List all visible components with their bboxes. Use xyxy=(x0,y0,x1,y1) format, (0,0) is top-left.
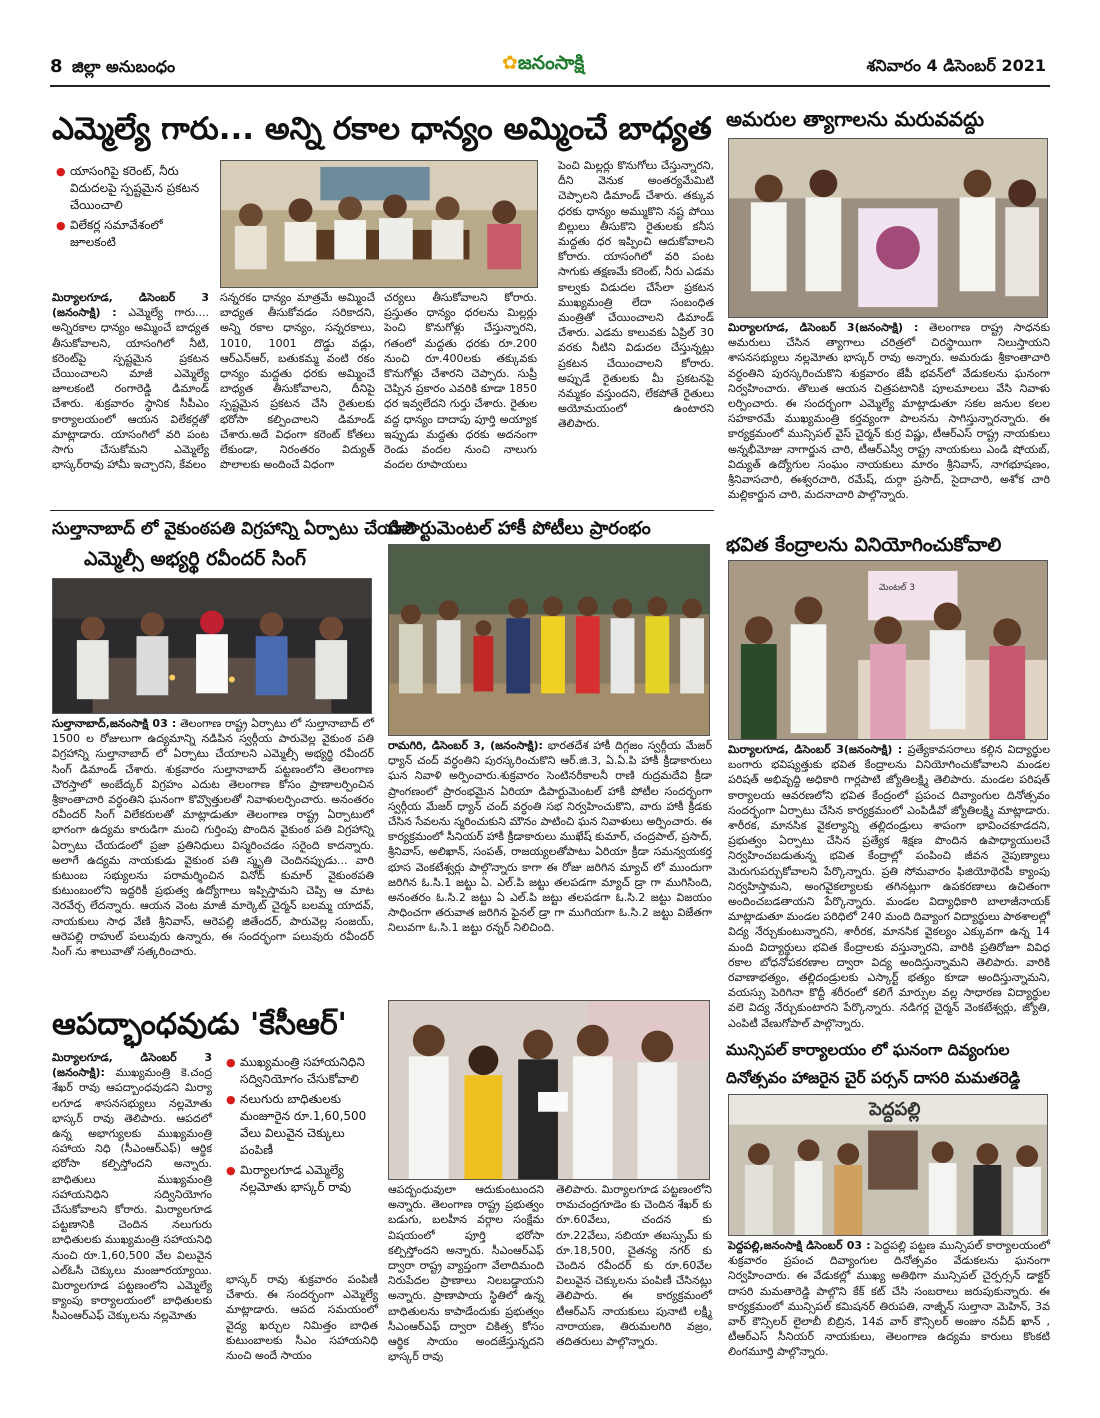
highlights-list xyxy=(226,1054,376,1196)
article1-col3: చర్యలు తీసుకోవాలని కోరారు. ప్రస్తుతం ధాన్యం ధరలను మిల్లర్లు పెంచి కొనుగోళ్లు చేస్తున్నారని, గతంలో మద్దతు ధరకు రూ.200 నుంచి రూ.400లకు తక్కువకు కొనుగోళ్లు చేశారని చెప్పారు. సుప్రీ చెప్పిన ప్రకారం ఎవరికి కూడా 1850 ధర ఇవ్వలేదని గుర్తు చేశారు. రైతుల వద్ద ధాన్యం దాదాపు పూర్తి అయ్యాక ఇప్పుడు మద్దతు ధరకు అదనంగా రెండు వందల నుంచి నాలుగు వందల రూపాయలు xyxy=(384,291,537,472)
logo-leaf-icon: ✿ xyxy=(502,52,518,74)
masthead-logo: ✿జనంసాక్షి xyxy=(502,52,585,74)
article1-col2: సన్నరకం ధాన్యం మాత్రమే అమ్మించే బాధ్యత తీసుకోవడం సరికాదని, అన్ని రకాల ధాన్యం, సన్నరకాలు, 1010, 1001 దొడ్డు వడ్లు, ఆర్ఎన్ఆర్, బతుకమ్మ వంటి రకం ధాన్యం మద్దతు ధరకు అమ్మించే బాధ్యత తీసుకోవాలని, దీనిపై స్పష్టమైన ప్రకటన చేసి రైతులకు భరోసా కల్పించాలని డిమాండ్ చేశారు.అదే విధంగా కరెంట్ కోతలు లేకుండా, నిరంతరం విద్యుత్ పొలాలకు అందించే విధంగా xyxy=(220,291,375,472)
photo-press-meet xyxy=(220,160,538,288)
photo-hockey-team xyxy=(388,544,710,736)
highlights-list xyxy=(56,163,210,251)
article2-headline: అమరుల త్యాగాలను మరువవద్దు xyxy=(726,107,985,131)
issue-date: శనివారం 4 డిసెంబర్ 2021 xyxy=(866,56,1046,75)
article7-body: పెద్దపల్లి,జనంసాక్షి డిసెంబర్ 03 : పెద్దపల్లి పట్టణ మున్సిపల్ కార్యాలయంలో శుక్రవారం ప్రపంచ దివ్యాంగుల దినోత్సవం వేడుకలను ఘనంగా నిర్వహించారు. ఈ వేడుకల్లో ముఖ్య అతిథిగా మున్సిపల్ చైర్పర్సన్ డాక్టర్ దాసరి మమతారెడ్డి పాల్గొని కేక్ కట్ చేసి సంబరాలు జరుపుకున్నారు. ఈ కార్యక్రమంలో మున్సిపల్ కమిషనర్ తిరుపతి, నాజ్నీన్ సుల్తానా మెహిన్, 3వ వార్ కౌన్సిలర్ లైలాబీ బిబ్రిన, 14వ వార్ కౌన్సిలర్ అంజుం నవీద్ ఖాన్ , టీఆర్ఎస్ సీనియర్ నాయకులు, తెలంగాణ ఉద్యమ కారులు కొంకటి లింగమూర్తి పాల్గొన్నారు. xyxy=(728,1239,1050,1359)
article6-dateline: మిర్యాలగూడ, డిసెంబర్ 3 (జనంసాక్షి): xyxy=(52,1051,212,1080)
article6-headline: ఆపద్భాంధవుడు 'కేసీఆర్' xyxy=(52,1007,347,1042)
photo-tribute xyxy=(728,138,1048,318)
photo-candle-tribute xyxy=(52,578,372,714)
article7-headline1: మున్సిపల్ కార్యాలయం లో ఘనంగా దివ్యంగుల xyxy=(726,1041,1010,1059)
highlight-item: ● విలేకర్ల సమావేశంలో జూలకంటి xyxy=(56,217,210,251)
page-header xyxy=(50,52,1050,84)
article1-col4: పెంచి మిల్లర్లు కొనుగోలు చేస్తున్నారని, దీని వెనుక అంతర్యమేమిటి చెప్పాలని డిమాండ్ చేశారు. తక్కువ ధరకు ధాన్యం అమ్ముకొని నష్ట పోయి బిల్లులు తీసుకొని రైతులకు కనీస మద్దతు ధర ఇప్పించి ఆదుకోవాలని కోరారు. యాసంగిలో వరి పంట సాగుకు తక్షణమే కరెంట్, నీరు ఎడమ కాల్వకు విడుదల చేసేలా ప్రకటన ముఖ్యమంత్రి లేదా సంబంధిత మంత్రితో చేయించాలని డిమాండ్ చేశారు. ఎడమ కాలువకు ఏప్రిల్ 30 వరకు నీటిని విడుదల చేస్తున్నట్లు ప్రకటన చేయించాలని కోరారు. అప్పుడే రైతులకు మీ ప్రకటనపై నమ్మకం వస్తుందని, లేకపోతే రైతులు అయోమయంలో ఉంటారని తెలిపారు. xyxy=(558,159,714,431)
highlight-item: ● నలుగురు బాధితులకు మంజూరైన రూ.1,60,500 వేలు విలువైన చెక్కులు పంపిణీ xyxy=(226,1091,376,1159)
page-number: 8 xyxy=(50,56,63,77)
article6-col1: మిర్యాలగూడ, డిసెంబర్ 3 (జనంసాక్షి): ముఖ్యమంత్రి కె.చంద్ర శేఖర్ రావు ఆపద్బాంధవుడని మిర్యా లగూడ శాసనసభ్యులు నల్లమోతు భాస్కర్ రావు తెలిపారు. ఆపదలో ఉన్న అభాగ్యులకు ముఖ్యమంత్రి సహాయ నిధి (సీఎంఆర్ఎఫ్) ఆర్థిక భరోసా కల్పిస్తోందని అన్నారు. బాధితులు ముఖ్యమంత్రి సహాయనిధిని సద్వినియోగం చేసుకోవాలని కోరారు. మిర్యాలగూడ పట్టణానికి చెందిన నలుగురు బాధితులకు ముఖ్యమంత్రి సహాయనిధి నుంచి రూ.1,60,500 వేల విలువైన ఎల్ఓసీ చెక్కులు మంజూరయ్యాయి. మిర్యాలగూడ పట్టణంలోని ఎమ్మెల్యే క్యాంపు కార్యాలయంలో బాధితులకు సీఎంఆర్ఎఫ్ చెక్కులను నల్లమోతు xyxy=(52,1051,212,1323)
highlight-item: ● ముఖ్యమంత్రి సహాయనిధిని సద్వినియోగం చేసుకోవాలి xyxy=(226,1054,376,1088)
article1-highlights xyxy=(56,163,210,291)
article7-headline2: దినోత్సవం హాజరైన చైర్ పర్సన్ దాసరి మమతరెడ్డి xyxy=(726,1069,1021,1087)
article1-headline: ఎమ్మెల్యే గారు... అన్ని రకాల ధాన్యం అమ్మించే బాధ్యత xyxy=(52,111,712,147)
article6-col3: ఆపద్బంధువులా ఆదుకుంటుందని అన్నారు. తెలంగాణ రాష్ట్ర ప్రభుత్వం బడుగు, బలహీన వర్గాల సంక్షేమ విషయంలో పూర్తి భరోసా కల్పిస్తోందని అన్నారు. సీఎంఆర్ఎఫ్ ద్వారా రాష్ట్ర వ్యాప్తంగా వేలాదిమంది నిరుపేదల ప్రాణాలు నిలబడ్డాయని అన్నారు. ప్రాణాపాయ స్థితిలో ఉన్న బాధితులను కాపాడేందుకు ప్రభుత్వం సీఎంఆర్ఎఫ్ ద్వారా చికిత్స కోసం ఆర్థిక సాయం అందజేస్తున్నదని భాస్కర్ రావు xyxy=(388,1183,544,1364)
article5-dateline: మిర్యాలగూడ, డిసెంబర్ 3(జనంసాక్షి) : xyxy=(728,743,903,756)
banner-text: మెంటల్ 3 xyxy=(879,583,916,593)
article3-body: సుల్తానాబాద్,జనంసాక్షి 03 : తెలంగాణ రాష్ట్ర ఏర్పాటు లో సుల్తానాబాద్ లో 1500 ల రోజులుగా ఉద్యమాన్ని నడిపిన స్వర్గీయ పారువెల్ల వైకుంఠ పతి విగ్రహాన్ని సుల్తానాబాద్ లో ఏర్పాటు చేయాలని ఎమ్మెల్సీ అభ్యర్థి రవీందర్ సింగ్ డిమాండ్ చేశారు. శుక్రవారం సుల్తానాబాద్ పట్టణంలోని తెలంగాణ చౌరస్తాలో అంబేద్కర్ విగ్రహం ఎదుట తెలంగాణ కోసం ప్రాణాలర్పించిన శ్రీకాంతాచారి వర్ధంతిని ఘనంగా కొవ్వొత్తులతో నివాళులర్పించారు. అనంతరం రవీందర్ సింగ్ విలేకరులతో మాట్లాడుతూ తెలంగాణ రాష్ట్ర ఏర్పాటులో భాగంగా ఉద్యమ కారుడిగా మంచి గుర్తింపు పొందిన వైకుంఠ పతి విగ్రహాన్ని ఏర్పాటు చేయడంలో ప్రజా ప్రతినిధులు విస్మరించడం సరైంది కాదన్నారు. అలాగే ఉద్యమ నాయకుడు వైకుంఠ పతి స్మృతి చెందినప్పుడు... వారి కుటుంబ సభ్యులను పరామర్శించిన వినోద్ కుమార్ వైకుంఠపతి కుటుంబంలోని ఇద్దరికీ ప్రభుత్వ ఉద్యోగాలు ఇప్పిస్తామని చెప్పి ఆ మాట నెరవేర్చ లేదన్నారు. ఆయన వెంట మాజీ మార్కెట్ చైర్మన్ బలమ్మ యాదవ్, నాయకులు సాధ వేణి శ్రీనివాస్, ఆరెపల్లి జితేందర్, పారువెల్ల సంజయ్, ఆరెపల్లి రాహుల్ పలువురు ఉన్నారు, ఈ సందర్భంగా పలువురు రవీందర్ సింగ్ ను శాలువాతో సత్కరించారు. xyxy=(52,717,374,959)
article3-headline1: సుల్తానాబాద్ లో వైకుంఠపతి విగ్రహాన్ని ఏర్పాటు చేయాలి xyxy=(52,519,417,539)
article6-col4: తెలిపారు. మిర్యాలగూడ పట్టణంలోని రామచంద్రగూడెం కు చెందిన శేఖర్ కు రూ.60వేలు, చందన కు రూ.22వేలు, సబియా తబస్సుమ్ కు రూ.18,500, చైతన్య నగర్ కు చెందిన రవీందర్ కు రూ.60వేల విలువైన చెక్కులను పంపిణీ చేసినట్లు తెలిపారు. ఈ కార్యక్రమంలో టీఆర్ఎస్ నాయకులు పునాటి లక్ష్మీ నారాయణ, తిరుమలగిరి వజ్రం, తదితరులు పాల్గొన్నారు. xyxy=(556,1183,712,1349)
highlight-item: ● మిర్యాలగూడ ఎమ్మెల్యే నల్లమోతు భాస్కర్ రావు xyxy=(226,1162,376,1196)
highlight-item: ● యాసంగిపై కరెంట్, నీరు విదుదలపై స్పష్టమైన ప్రకటన చేయించాలి xyxy=(56,163,210,214)
divider xyxy=(50,510,714,511)
article4-body: రామగిరి, డిసెంబర్ 3, (జనంసాక్షి): భారతదేశ హాకీ దిగ్గజం స్వర్గీయ మేజర్ ధ్యాన్ చంద్ వర్ధంతిని పురస్కరించుకొని ఆర్.జి.3, ఏ.ఏ.పి హాకీ క్రీడాకారులు ఘన నివాళి అర్పించారు.శుక్రవారం సెంటినరీకాలనీ రాణి రుద్రమదేవి క్రీడా ప్రాంగణంలో ప్రారంభమైన ఏరియా డిపార్టుమెంటల్ హాకీ పోటీల సందర్భంగా స్వర్గీయ మేజర్ ధ్యాన్ చంద్ వర్ధంతి సభ నిర్వహించుకొని, వారు హాకీ క్రీడకు చేసిన సేవలను స్మరించుకుని మౌనం పాటించి ఘన నివాళులు అర్పించారు. ఈ కార్యక్రమంలో సీనియర్ హాకీ క్రీడాకారులు ముఖేష్ కుమార్, చంద్రపాల్, ప్రసాద్, శ్రీనివాస్, అలిఖాన్, సంపత్, రాజయ్యలతోపాటు ఏరియా క్రీడా సమన్వయకర్త భూస వెంకటేశ్వర్లు పాల్గొన్నారు కాగా ఈ రోజు జరిగిన మ్యాచ్ లో ముందుగా జరిగిన ఓ.సి.1 జట్టు ఏ. ఎల్.పి జట్టు తలపడగా మ్యాచ్ డ్రా గా ముగిసింది, అనంతరం ఓ.సి.2 జట్టు ఏ ఎల్.పి జట్టు తలపడగా ఓ.సి.2 జట్టు విజయం సాధించగా తరువాత జరిగిన ఫైనల్ డ్రా గా ముగియగా ఓ.సి.2 జట్టు విజేతగా నిలువగా ఓ.సి.1 జట్టు రన్నర్ నిలిచింది. xyxy=(388,739,712,935)
article3-headline2: ఎమ్మెల్సీ అభ్యర్థి రవీందర్ సింగ్ xyxy=(84,548,306,570)
header-rule xyxy=(50,85,1050,87)
article1-col1: మిర్యాలగూడ, డిసెంబర్ 3 (జనంసాక్షి) : ఎమ్మెల్యే గారు.... అన్నిరకాల ధాన్యం అమ్మించే బాధ్యత తీసుకోవాలని, యాసంగిలో నీటి, కరెంట్‌పై స్పష్టమైన ప్రకటన చేయించాలని మాజీ ఎమ్మెల్యే జూలకంటి రంగారెడ్డి డిమాండ్ చేశారు. శుక్రవారం స్థానిక సీపీఎం కార్యాలయంలో ఆయన విలేకర్లతో మాట్లాడారు. యాసంగిలో వరి పంట సాగు చేసుకోమని ఎమ్మెల్యే భాస్కర్‌రావు హామీ ఇచ్చారని, కేవలం xyxy=(52,291,209,472)
article6-highlights xyxy=(226,1054,376,1268)
article2-body: మిర్యాలగూడ, డిసెంబర్ 3(జనంసాక్షి) : తెలంగాణ రాష్ట్ర సాధనకు అమరులు చేసిన త్యాగాలు చరిత్రలో చిరస్థాయిగా నిలుస్తాయని శాసనసభ్యులు నల్లమోతు భాస్కర్ రావు అన్నారు. అమరుడు శ్రీకాంతాచారి వర్ధంతిని పురస్కరించుకొని శుక్రవారం జేపీ భవన్‌లో వేడుకలను ఘనంగా నిర్వహించారు. తొలుత ఆయన చిత్రపటానికి పూలమాలలు వేసి నివాళు లర్పించారు. ఈ సందర్భంగా ఎమ్మెల్యే మాట్లాడుతూ సకల జనుల కలల సహకారమే ముఖ్యమంత్రి కర్తవ్యంగా పాలనను సాగిస్తున్నారన్నారు. ఈ కార్యక్రమంలో మున్సిపల్ వైస్ చైర్మన్ కుర్ర విష్ణు, టీఆర్ఎస్ రాష్ట్ర నాయకులు అన్నభీమోజు నాగార్జున చారి, టీఆర్ఎస్వీ రాష్ట్ర నాయకులు ఎండి షోయబ్, విద్యుత్ ఉద్యోగుల సంఘం నాయకులు మారం శ్రీనివాస్, నాగభూషణం, శ్రీనివాసచారి, ఈశ్వరచారి, రమేష్, దుర్గా ప్రసాద్, సైదాచారి, అశోక చారి మల్లికార్జున చారి, మదనాచారి పాల్గొన్నారు. xyxy=(728,321,1051,502)
article2-dateline: మిర్యాలగూడ, డిసెంబర్ 3(జనంసాక్షి) : xyxy=(728,321,919,334)
article6-col2: భాస్కర్ రావు శుక్రవారం పంపిణీ చేశారు. ఈ సందర్భంగా ఎమ్మెల్యే మాట్లాడారు. ఆపద సమయంలో వైద్య ఖర్చుల నిమిత్తం బాధిత కుటుంబాలకు సీఎం సహాయనిధి నుంచి అందే సాయం xyxy=(226,1273,378,1363)
article4-dateline: రామగిరి, డిసెంబర్ 3, (జనంసాక్షి): xyxy=(388,739,543,752)
banner-text: పెద్దపల్లి xyxy=(869,1099,921,1120)
article1-dateline: మిర్యాలగూడ, డిసెంబర్ 3 (జనంసాక్షి) : xyxy=(52,291,209,320)
article7-dateline: పెద్దపల్లి,జనంసాక్షి డిసెంబర్ 03 : xyxy=(728,1239,871,1252)
article3-dateline: సుల్తానాబాద్,జనంసాక్షి 03 : xyxy=(52,717,177,730)
section-name: జిల్లా అనుబంధం xyxy=(72,57,176,76)
article5-headline: భవిత కేంద్రాలను వినియోగించుకోవాలి xyxy=(726,534,1002,556)
photo-cmrf-cheques xyxy=(388,1000,710,1180)
article5-body: మిర్యాలగూడ, డిసెంబర్ 3(జనంసాక్షి) : ప్రత్యేకావసరాలు కల్గిన విద్యార్థుల బంగారు భవిష్యత్తుకు భవిత కేంద్రాలను వినియోగించుకోవాలని మండల పరిషత్ అభివృద్ధి అధికారి గార్లపాటి జ్యోతిలక్ష్మి తెలిపారు. మండల పరిషత్ కార్యాలయ ఆవరణలోని భవిత కేంద్రంలో ప్రపంచ దివ్యాంగుల దినోత్సవం సందర్భంగా ఏర్పాటు చేసిన కార్యక్రమంలో ఎంపిడీవో జ్యోతిలక్ష్మి మాట్లాడారు. శారీరక, మానసిక వైకల్యాన్ని తల్లిదండ్రులు శాపంగా భావించకూడదని, ప్రభుత్వం ఏర్పాటు చేసిన ప్రత్యేక శిక్షణ పొందిన ఉపాధ్యాయులచే నిర్వహించబడుతున్న భవిత కేంద్రాల్లో పంపించి జీవన నైపుణ్యాలు మెరుగుపర్చుకోవాలని పేర్కొన్నారు. ప్రతి సోమవారం ఫిజియోథెరపీ క్యాంపు నిర్వహిస్తామని, అంగవైకల్యాలకు తగినట్లుగా ఉపకరణాలు ఉచితంగా అందించబడతాయని పేర్కొన్నారు. మండల విద్యాధికారి బాలాజీనాయక్ మాట్లాడుతూ మండల పరిధిలో 240 మంది దివ్యాంగ విద్యార్థులు పాఠశాలల్లో విద్య నేర్చుకుంటున్నారని, శారీరక, మానసిక వైకల్యం ఎక్కువగా ఉన్న 14 మంది విద్యార్థులు భవిత కేంద్రాలకు వస్తున్నారని, వారికి ప్రతిరోజూ వివిధ రకాల బోధనోపకరణాల ద్వారా విద్య అందిస్తున్నామని తెలిపారు. వారికి రవాణాభత్యం, తల్లిదండ్రులకు ఎస్కార్ట్ భత్యం కూడా అందిస్తున్నామని, వయస్సు పెరిగినా కొద్దీ శరీరంలో కలిగే మార్పుల వల్ల సాధారణ విద్యార్థుల వలె విద్య నేర్చుకుంటారని పేర్కొన్నారు. నడిగర్ల చైర్మన్ వెంకటేశ్వర్లు, జ్యోతి, ఎంపిటీ వేణుగోపాల్ పాల్గొన్నారు. xyxy=(728,743,1051,1030)
article4-headline: డిపార్టుమెంటల్ హాకీ పోటీలు ప్రారంభం xyxy=(388,518,651,539)
photo-bhavitha-centre xyxy=(728,560,1048,740)
photo-municipal-event xyxy=(728,1094,1048,1236)
